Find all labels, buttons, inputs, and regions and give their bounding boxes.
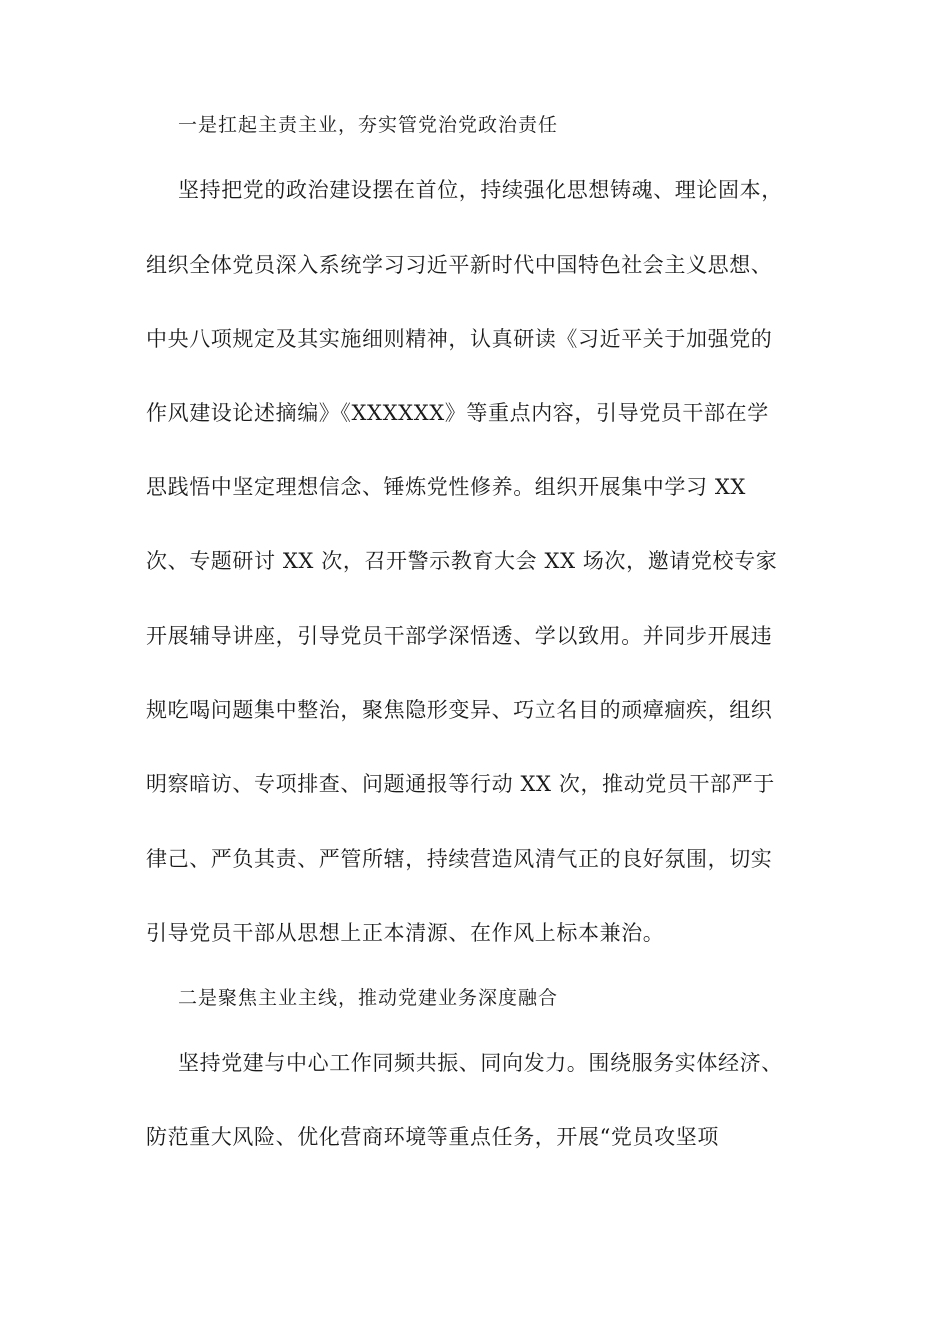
paragraph-line: 坚持把党的政治建设摆在首位，持续强化思想铸魂、理论固本， xyxy=(178,178,783,202)
paragraph-line: 规吃喝问题集中整治，聚焦隐形变异、巧立名目的顽瘴痼疾，组织 xyxy=(146,698,773,722)
section-heading-2: 二是聚焦主业主线，推动党建业务深度融合 xyxy=(178,987,559,1009)
paragraph-line: 次、专题研讨 XX 次，召开警示教育大会 XX 场次，邀请党校专家 xyxy=(146,549,778,573)
paragraph-line: 开展辅导讲座，引导党员干部学深悟透、学以致用。并同步开展违 xyxy=(146,624,773,648)
paragraph-line: 作风建设论述摘编》《XXXXXX》等重点内容，引导党员干部在学 xyxy=(146,401,769,425)
section-heading-1: 一是扛起主责主业，夯实管党治党政治责任 xyxy=(178,114,559,136)
paragraph-line: 坚持党建与中心工作同频共振、同向发力。围绕服务实体经济、 xyxy=(178,1051,783,1075)
paragraph-line: 中央八项规定及其实施细则精神，认真研读《习近平关于加强党的 xyxy=(146,327,773,351)
paragraph-line: 防范重大风险、优化营商环境等重点任务，开展“党员攻坚项 xyxy=(146,1125,719,1149)
paragraph-line: 律己、严负其责、严管所辖，持续营造风清气正的良好氛围，切实 xyxy=(146,847,773,871)
paragraph-line: 思践悟中坚定理想信念、锤炼党性修养。组织开展集中学习 XX xyxy=(146,475,746,499)
paragraph-line: 明察暗访、专项排查、问题通报等行动 XX 次，推动党员干部严于 xyxy=(146,772,775,796)
paragraph-line: 引导党员干部从思想上正本清源、在作风上标本兼治。 xyxy=(146,921,665,945)
paragraph-line: 组织全体党员深入系统学习习近平新时代中国特色社会主义思想、 xyxy=(146,253,773,277)
